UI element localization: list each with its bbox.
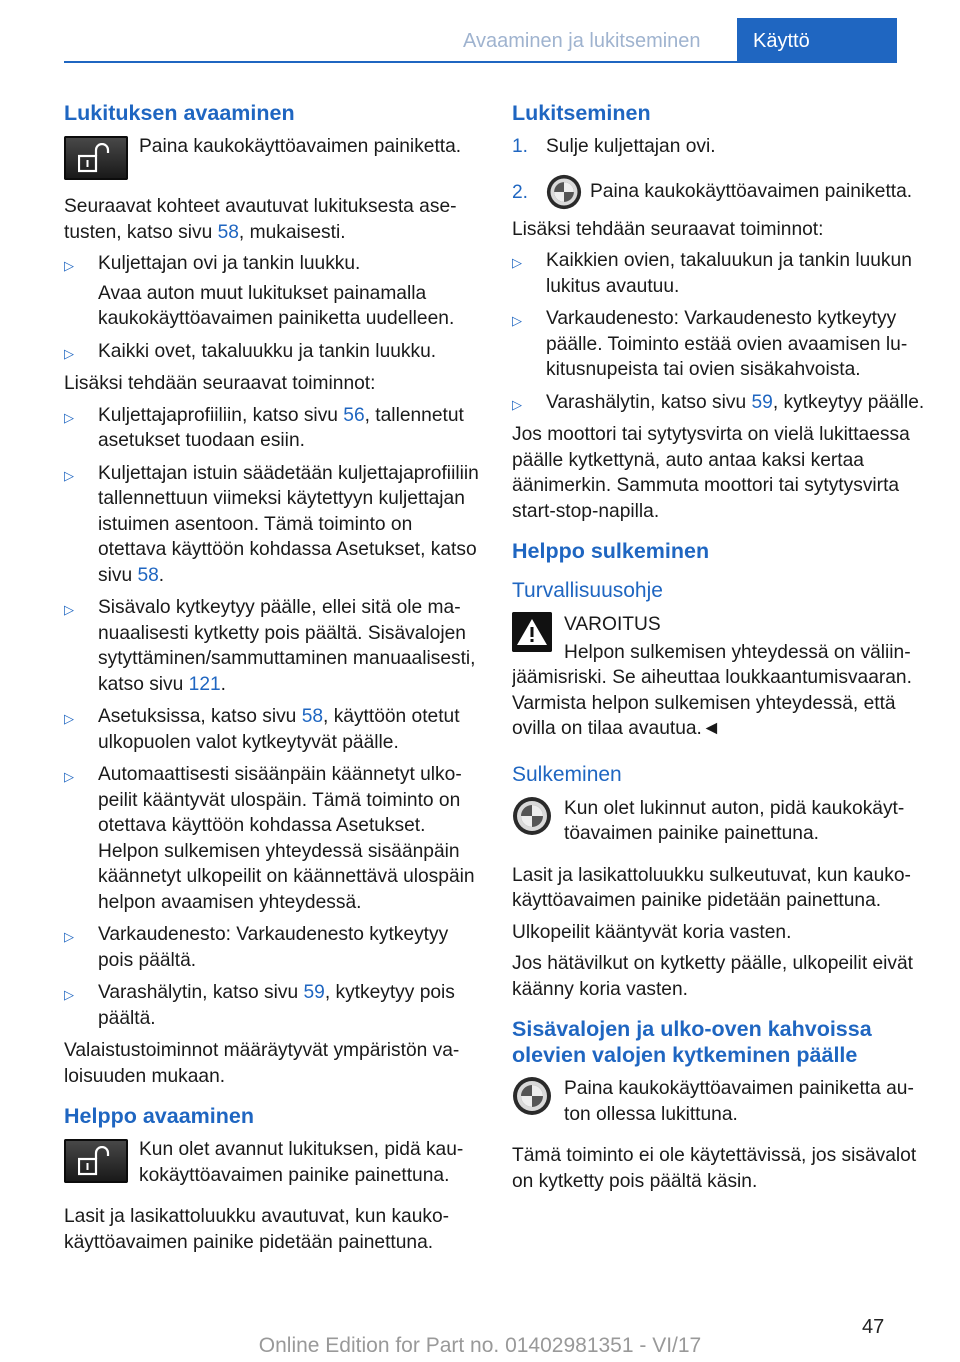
windows-open-paragraph: Lasit ja lasikattoluukku avautuvat, kun kaukokäyttöavaimen painike pidetään painettuna. (64, 1206, 450, 1253)
warning-title: VAROITUS (564, 614, 661, 635)
list-item: ▷ Kuljettajan ovi ja tankin luukku. Avaa auton muut lukitukset painamalla kaukokäyttöavaimen painiketta uudelleen. (64, 253, 455, 329)
unlock-heading: Lukituksen avaaminen (64, 101, 295, 125)
lights-note-paragraph: Tämä toiminto ei ole käytettävissä, jos sisävalot on kytketty pois päältä käsin. (512, 1145, 917, 1192)
page-link[interactable]: 58 (137, 564, 159, 586)
windows-close-paragraph: Lasit ja lasikattoluukku sulkeutuvat, kun kaukokäyttöavaimen painike pidetään painettuna. (512, 864, 911, 911)
easy-open-text: Kun olet avannut lukituksen, pidä kaukokäyttöavaimen painike painettuna. (139, 1139, 464, 1186)
easy-open-block (64, 1137, 480, 1194)
hazard-paragraph: Jos hätävilkut on kytketty päälle, ulkopeilit eivät käänny koria vasten. (512, 953, 914, 1000)
easy-close-heading: Helppo sulkeminen (512, 539, 710, 563)
unlock-button-block (64, 134, 480, 184)
step-item: 2. Paina kaukokäyttöavaimen painiketta. (512, 174, 928, 210)
list-item: ▷ Varashälytin, katso sivu 59, kytkeytyy päälle. (512, 390, 928, 416)
bmw-key-button-icon (512, 1076, 552, 1116)
page-number: 47 (862, 1316, 885, 1338)
triangle-bullet-icon: ▷ (64, 602, 74, 617)
chapter-tab: Käyttö (737, 18, 897, 62)
step-item: 1. Sulje kuljettajan ovi. (512, 136, 716, 157)
right-column (512, 100, 928, 1200)
lock-functions-list (512, 248, 928, 415)
page-link[interactable]: 56 (343, 404, 365, 426)
engine-on-paragraph: Jos moottori tai sytytysvirta on vielä lukittaessa päälle kytkettynä, auto antaa kaksi kertaa äänimerkin. Sammuta moottori tai sytytysvirta start-stop-napilla. (512, 424, 910, 522)
triangle-bullet-icon: ▷ (64, 769, 74, 784)
warning-text: Helpon sulkemisen yhteydessä on väliinjäämisriski. Se aiheuttaa loukkaantumisvaaran. Varmista helpon sulkemisen yhteydessä, että ovilla on tilaa avautua.◄ (512, 641, 912, 739)
unlock-paragraph: Seuraavat kohteet avautuvat lukituksesta asetusten, katso sivu 58, mukaisesti. (64, 196, 457, 243)
list-item: ▷ Kaikkien ovien, takaluukun ja tankin luukun lukitus avautuu. (512, 250, 912, 297)
list-item: ▷ Varkaudenesto: Varkaudenesto kytkeytyy päälle. Toiminto estää ovien avaamisen lukitusnupeista tai ovien sisäkahvoista. (512, 308, 908, 380)
left-column (64, 100, 480, 1261)
list-item: ▷ Automaattisesti sisäänpäin käännetyt ulkopeilit kääntyvät ulospäin. Tämä toiminto on otettava käyttöön kohdassa Asetukset. Helpon sulkemisen yhteydessä sisäänpäin käännetyt ulkopeilit on käännettävä ulospäin helpon avaamisen yhteydessä. (64, 764, 475, 913)
unlock-list (64, 251, 480, 364)
list-item: ▷ Kuljettajan istuin säädetään kuljettajaprofiiliin tallennettuun viimeksi käytettyyn kuljettajan istuimen asentoon. Tämä toiminto on otettava käyttöön kohdassa Asetukset, katso sivu 58. (64, 462, 479, 586)
edition-footer: Online Edition for Part no. 01402981351 - VI/17 (258, 1334, 702, 1357)
list-item: ▷ Sisävalo kytkeytyy päälle, ellei sitä ole manuaalisesti kytketty pois päältä. Sisävalojen sytyttäminen/sammuttaminen manuaalisesti, katso sivu 121. (64, 597, 476, 695)
list-item: ▷ Kuljettajaprofiiliin, katso sivu 56, tallennetut asetukset tuodaan esiin. (64, 404, 464, 451)
page-link[interactable]: 121 (188, 673, 221, 695)
triangle-bullet-icon: ▷ (64, 258, 74, 273)
page-link[interactable]: 59 (751, 391, 773, 413)
lighting-paragraph: Valaistustoiminnot määräytyvät ympäristön valoisuuden mukaan. (64, 1040, 460, 1087)
safety-heading: Turvallisuusohje (512, 579, 663, 602)
lock-steps (512, 134, 928, 210)
list-item: ▷ Varkaudenesto: Varkaudenesto kytkeytyy pois päältä. (64, 924, 449, 971)
lights-block (512, 1076, 928, 1133)
extra-intro: Lisäksi tehdään seuraavat toiminnot: (512, 218, 824, 240)
lock-heading: Lukitseminen (512, 101, 651, 125)
closing-block (512, 796, 928, 853)
closing-heading: Sulkeminen (512, 762, 622, 786)
triangle-bullet-icon: ▷ (64, 711, 74, 726)
mirrors-paragraph: Ulkopeilit kääntyvät koria vasten. (512, 921, 792, 943)
triangle-bullet-icon: ▷ (512, 396, 522, 412)
triangle-bullet-icon: ▷ (64, 929, 74, 944)
warning-icon (512, 612, 552, 652)
header-rule (64, 61, 897, 63)
bmw-key-button-icon (512, 796, 552, 836)
bmw-key-button-icon (546, 174, 582, 210)
list-item: ▷ Kaikki ovet, takaluukku ja tankin luukku. (64, 339, 480, 365)
triangle-bullet-icon: ▷ (512, 255, 522, 270)
closing-text: Kun olet lukinnut auton, pidä kaukokäyttöavaimen painike painettuna. (564, 797, 905, 844)
list-item: ▷ Asetuksissa, katso sivu 58, käyttöön otetut ulkopuolen valot kytkeytyvät päälle. (64, 706, 460, 753)
unlock-button-text: Paina kaukokäyttöavaimen painiketta. (139, 136, 462, 157)
triangle-bullet-icon: ▷ (64, 467, 74, 483)
lights-heading: Sisävalojen ja ulko-oven kahvoissa olevien valojen kytkeminen päälle (512, 1017, 872, 1067)
unlock-button-icon (64, 1139, 128, 1183)
page-link[interactable]: 59 (303, 982, 325, 1003)
section-title: Avaaminen ja lukitseminen (463, 30, 701, 52)
triangle-bullet-icon: ▷ (512, 313, 522, 328)
page-header (0, 0, 960, 62)
list-item: ▷ Varashälytin, katso sivu 59, kytkeytyy pois päältä. (64, 982, 455, 1029)
page-link[interactable]: 58 (217, 221, 239, 243)
extra-functions-list (64, 403, 480, 1032)
lights-text: Paina kaukokäyttöavaimen painiketta auton ollessa lukittuna. (564, 1078, 914, 1125)
triangle-bullet-icon: ▷ (64, 409, 74, 425)
page-link[interactable]: 58 (301, 706, 324, 727)
triangle-bullet-icon: ▷ (64, 345, 74, 361)
unlock-button-icon (64, 136, 128, 180)
triangle-bullet-icon: ▷ (64, 987, 74, 1002)
extra-intro: Lisäksi tehdään seuraavat toiminnot: (64, 373, 376, 394)
easy-open-heading: Helppo avaaminen (64, 1104, 254, 1128)
warning-block (512, 612, 928, 748)
